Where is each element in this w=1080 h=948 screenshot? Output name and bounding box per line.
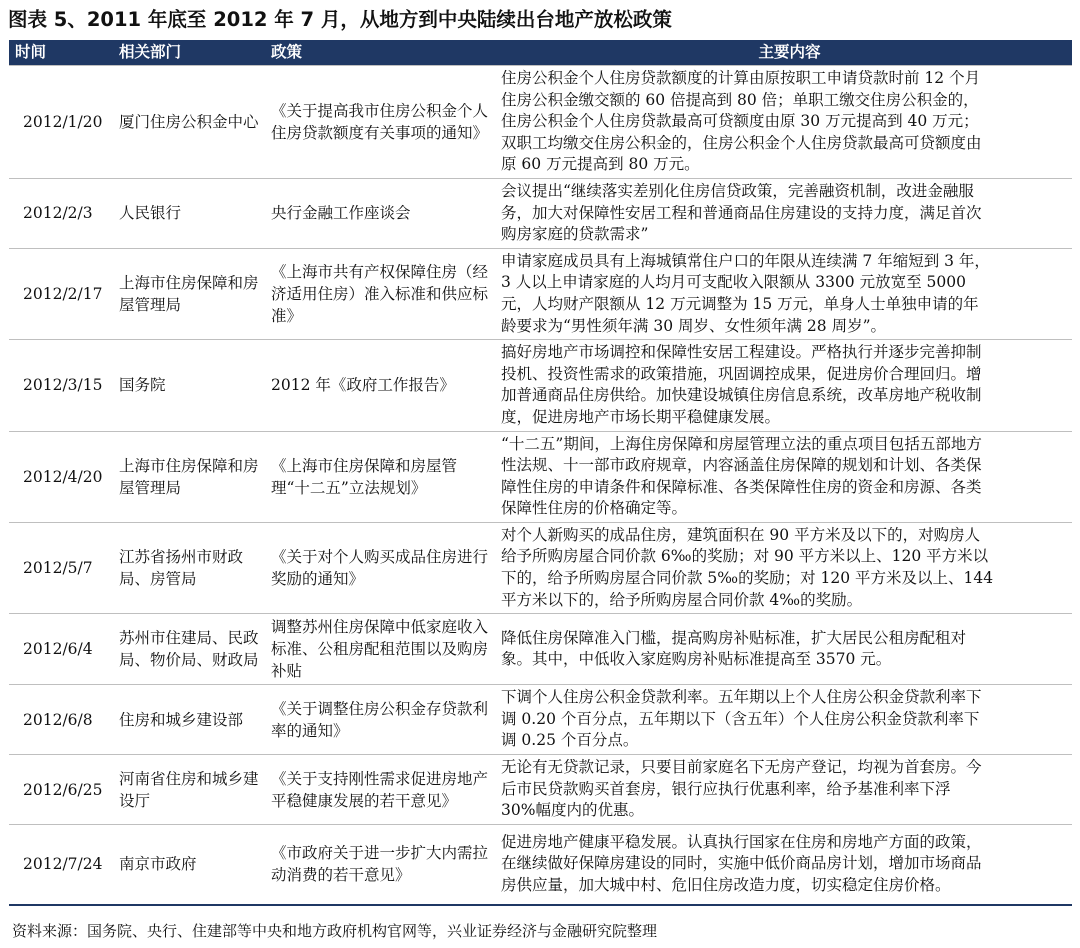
content-line: 下调个人住房公积金贷款利率。五年期以上个人住房公积金贷款利率下 [501, 688, 982, 707]
cell-policy: 《上海市住房保障和房屋管理“十二五”立法规划》 [265, 431, 501, 522]
content-line: 象。其中，中低收入家庭购房补贴标准提高至 3570 元。 [501, 650, 892, 669]
cell-time: 2012/6/8 [9, 685, 113, 755]
content-line: 加普通商品住房供给。加快建设城镇住房信息系统，改革房地产税收制 [501, 386, 982, 405]
content-line: 保障性住房的价格确定等。 [501, 499, 688, 518]
cell-content [501, 685, 1072, 755]
cell-department: 苏州市住建局、民政局、物价局、财政局 [113, 614, 265, 685]
cell-time: 2012/2/17 [9, 248, 113, 339]
cell-department: 上海市住房保障和房屋管理局 [113, 431, 265, 522]
content-line: 住房公积金个人住房贷款最高可贷额度由原 30 万元提高到 40 万元； [501, 112, 979, 131]
content-line: 对个人新购买的成品住房，建筑面积在 90 平方米及以下的，对购房人 [501, 525, 981, 544]
table-header-row [9, 40, 1072, 66]
cell-content [501, 178, 1072, 248]
cell-department: 人民银行 [113, 178, 265, 248]
table-row [9, 755, 1072, 825]
content-line: 元，人均财产限额从 12 万元调整为 15 万元，单身人士单独申请的年 [501, 294, 979, 313]
cell-time: 2012/6/4 [9, 614, 113, 685]
header-content: 主要内容 [501, 40, 1072, 66]
table-row [9, 66, 1072, 179]
content-line: 在继续做好保障房建设的同时，实施中低价商品房计划，增加市场商品 [501, 854, 982, 873]
cell-policy: 2012 年《政府工作报告》 [265, 340, 501, 431]
table-row [9, 178, 1072, 248]
cell-time: 2012/4/20 [9, 431, 113, 522]
policy-table [9, 40, 1072, 906]
table-row [9, 340, 1072, 431]
content-line: 调 0.20 个百分点，五年期以下（含五年）个人住房公积金贷款利率下 [501, 709, 980, 728]
cell-policy: 《市政府关于进一步扩大内需拉动消费的若干意见》 [265, 825, 501, 905]
content-line: 双职工均缴交住房公积金的，住房公积金个人住房贷款最高可贷额度由 [501, 133, 982, 152]
cell-department: 江苏省扬州市财政局、房管局 [113, 522, 265, 613]
cell-content [501, 755, 1072, 825]
content-line: “十二五”期间，上海住房保障和房屋管理立法的重点项目包括五部地方 [501, 434, 982, 453]
cell-time: 2012/5/7 [9, 522, 113, 613]
cell-department: 南京市政府 [113, 825, 265, 905]
content-line: 30%幅度内的优惠。 [501, 801, 644, 820]
cell-content [501, 614, 1072, 685]
cell-department: 上海市住房保障和房屋管理局 [113, 248, 265, 339]
cell-time: 2012/2/3 [9, 178, 113, 248]
cell-content [501, 248, 1072, 339]
cell-time: 2012/7/24 [9, 825, 113, 905]
figure-title: 图表 5、2011 年底至 2012 年 7 月，从地方到中央陆续出台地产放松政策 [8, 8, 672, 31]
content-line: 住房公积金缴交额的 60 倍提高到 80 倍；单职工缴交住房公积金的， [501, 90, 979, 109]
cell-content [501, 340, 1072, 431]
header-department: 相关部门 [113, 40, 265, 66]
content-line: 障性住房的申请条件和保障标准、各类保障性住房的资金和房源、各类 [501, 477, 982, 496]
content-line: 下的，给予所购房屋合同价款 5‰的奖励；对 120 平方米及以上、144 [501, 569, 994, 588]
content-line: 投机、投资性需求的政策措施，巩固调控成果，促进房价合理回归。增 [501, 364, 982, 383]
cell-time: 2012/6/25 [9, 755, 113, 825]
cell-policy: 《关于支持刚性需求促进房地产平稳健康发展的若干意见》 [265, 755, 501, 825]
cell-content [501, 431, 1072, 522]
cell-policy: 央行金融工作座谈会 [265, 178, 501, 248]
content-line: 务，加大对保障性安居工程和普通商品住房建设的支持力度，满足首次 [501, 203, 982, 222]
content-line: 住房公积金个人住房贷款额度的计算由原按职工申请贷款时前 12 个月 [501, 69, 981, 87]
header-policy: 政策 [265, 40, 501, 66]
content-line: 给予所购房屋合同价款 6‰的奖励；对 90 平方米以上、120 平方米以 [501, 547, 989, 566]
source-note: 资料来源：国务院、央行、住建部等中央和地方政府机构官网等，兴业证券经济与金融研究院整理 [12, 922, 658, 940]
content-line: 性法规、十一部市政府规章，内容涵盖住房保障的规划和计划、各类保 [501, 456, 982, 475]
table-row [9, 614, 1072, 685]
content-line: 促进房地产健康平稳发展。认真执行国家在住房和房地产方面的政策， [501, 832, 982, 851]
cell-content [501, 825, 1072, 905]
table-row [9, 685, 1072, 755]
content-line: 降低住房保障准入门槛，提高购房补贴标准，扩大居民公租房配租对 [501, 628, 967, 647]
table-row [9, 248, 1072, 339]
cell-policy: 调整苏州住房保障中低家庭收入标准、公租房配租范围以及购房补贴 [265, 614, 501, 685]
cell-department: 住房和城乡建设部 [113, 685, 265, 755]
cell-department: 厦门住房公积金中心 [113, 66, 265, 179]
cell-content [501, 522, 1072, 613]
cell-content [501, 66, 1072, 179]
table-body [9, 66, 1072, 905]
content-line: 后市民贷款购买首套房，银行应执行优惠利率，给予基准利率下浮 [501, 779, 951, 798]
content-line: 平方米以下的，给予所购房屋合同价款 4‰的奖励。 [501, 590, 863, 609]
content-line: 申请家庭成员具有上海城镇常住户口的年限从连续满 7 年缩短到 3 年， [501, 251, 990, 270]
cell-policy: 《关于调整住房公积金存贷款利率的通知》 [265, 685, 501, 755]
content-line: 原 60 万元提高到 80 万元。 [501, 155, 700, 174]
header-time: 时间 [9, 40, 113, 66]
table-row [9, 825, 1072, 905]
cell-policy: 《上海市共有产权保障住房（经济适用住房）准入标准和供应标准》 [265, 248, 501, 339]
cell-time: 2012/1/20 [9, 66, 113, 179]
cell-policy: 《关于提高我市住房公积金个人住房贷款额度有关事项的通知》 [265, 66, 501, 179]
cell-time: 2012/3/15 [9, 340, 113, 431]
cell-department: 国务院 [113, 340, 265, 431]
content-line: 搞好房地产市场调控和保障性安居工程建设。严格执行并逐步完善抑制 [501, 343, 982, 362]
cell-department: 河南省住房和城乡建设厅 [113, 755, 265, 825]
table-row [9, 522, 1072, 613]
content-line: 会议提出“继续落实差别化住房信贷政策，完善融资机制，改进金融服 [501, 181, 974, 200]
content-line: 度，促进房地产市场长期平稳健康发展。 [501, 407, 781, 426]
content-line: 房供应量，加大城中村、危旧住房改造力度，切实稳定住房价格。 [501, 876, 951, 895]
content-line: 龄要求为“男性须年满 30 周岁、女性须年满 28 周岁”。 [501, 316, 887, 335]
content-line: 无论有无贷款记录，只要目前家庭名下无房产登记，均视为首套房。今 [501, 758, 982, 777]
table-row [9, 431, 1072, 522]
cell-policy: 《关于对个人购买成品住房进行奖励的通知》 [265, 522, 501, 613]
content-line: 购房家庭的贷款需求” [501, 225, 649, 244]
content-line: 3 人以上申请家庭的人均月可支配收入限额从 3300 元放宽至 5000 [501, 273, 966, 292]
content-line: 调 0.25 个百分点。 [501, 731, 639, 750]
